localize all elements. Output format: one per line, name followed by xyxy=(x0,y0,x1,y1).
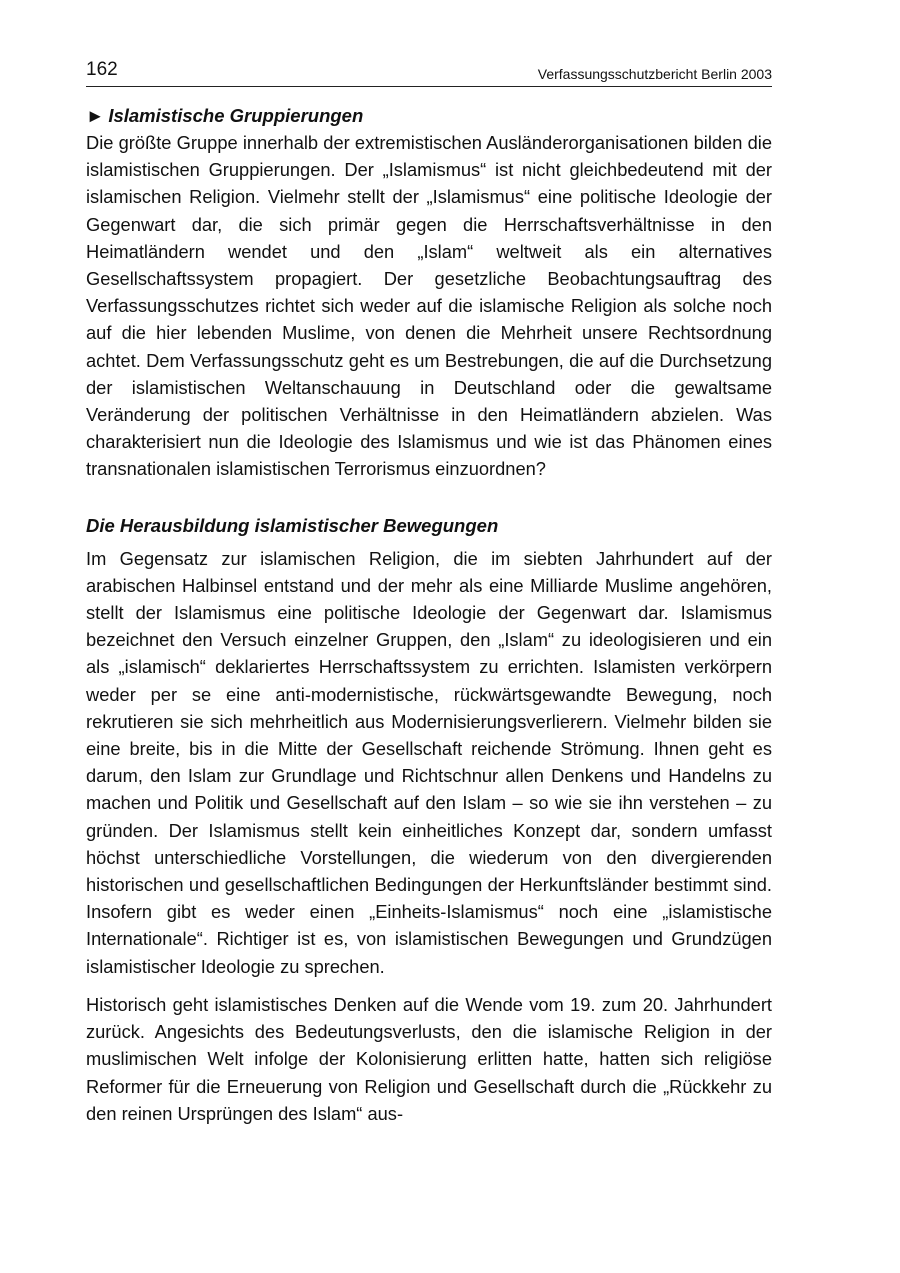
body-paragraph-1: Im Gegensatz zur islamischen Religion, die im siebten Jahrhundert auf der arabischen Halbinsel entstand und der mehr als eine Milliarde Muslime angehören, stellt der Islamismus eine politische Ideologie der Gegenwart dar. Islamismus bezeichnet den Versuch einzelner Gruppen, den „Islam“ zu ideologisieren und ein als „islamisch“ deklariertes Herrschaftssystem zu errichten. Islamisten verkörpern weder per se eine anti-modernistische, rückwärtsgewandte Bewegung, noch rekrutieren sie sich mehrheitlich aus Modernisierungsverlierern. Vielmehr bilden sie eine breite, bis in die Mitte der Gesellschaft reichende Strömung. Ihnen geht es darum, den Islam zur Grundlage und Richtschnur allen Denkens und Handelns zu machen und Politik und Gesellschaft auf den Islam – so wie sie ihn verstehen – zu gründen. Der Islamismus stellt kein einheitliches Konzept dar, sondern umfasst höchst unterschiedliche Vorstellungen, die wiederum von den divergierenden historischen und gesellschaftlichen Bedingungen der Herkunftsländer bestimmt sind. Insofern gibt es weder einen „Einheits-Islamismus“ noch eine „islamistische Internationale“. Richtiger ist es, von islamistischen Bewegungen und Grundzügen islamistischer Ideologie zu sprechen. xyxy=(86,547,772,977)
triangle-marker-icon: ► xyxy=(86,105,105,126)
section-heading-text: Islamistische Gruppierungen xyxy=(108,105,364,126)
page-header xyxy=(86,58,772,87)
page-number: 162 xyxy=(86,59,118,80)
intro-paragraph: Die größte Gruppe innerhalb der extremistischen Ausländerorganisationen bilden die islamistischen Gruppierungen. Der „Islamismus“ ist nicht gleichbedeutend mit der islamischen Religion. Vielmehr stellt der „Islamismus“ eine politische Ideologie der Gegenwart dar, die sich primär gegen die Herrschaftsverhältnisse in den Heimatländern wendet und den „Islam“ weltweit als ein alternatives Gesellschaftssystem propagiert. Der gesetzliche Beobachtungsauftrag des Verfassungsschutzes richtet sich weder auf die islamische Religion als solche noch auf die hier lebenden Muslime, von denen die Mehrheit unsere Rechtsordnung achtet. Dem Verfassungsschutz geht es um Bestrebungen, die auf die Durchsetzung der islamistischen Weltanschauung in Deutschland oder die gewaltsame Veränderung der politischen Verhältnisse in den Heimatländern abzielen. Was charakterisiert nun die Ideologie des Islamismus und wie ist das Phänomen eines transnationalen islamistischen Terrorismus einzuordnen? xyxy=(86,132,772,480)
body-paragraph-2: Historisch geht islamistisches Denken auf die Wende vom 19. zum 20. Jahrhundert zurück. Angesichts des Bedeutungsverlusts, den die islamische Religion in der muslimischen Welt infolge der Kolonisierung erlitten hatte, hatten sich religiöse Reformer für die Erneuerung von Religion und Gesellschaft durch die „Rückkehr zu den reinen Ursprüngen des Islam“ aus- xyxy=(86,993,772,1124)
subsection-heading: Die Herausbildung islamistischer Bewegungen xyxy=(86,514,499,536)
running-title: Verfassungsschutzbericht Berlin 2003 xyxy=(537,66,772,82)
document-page xyxy=(86,58,772,1127)
section-heading xyxy=(86,103,772,129)
